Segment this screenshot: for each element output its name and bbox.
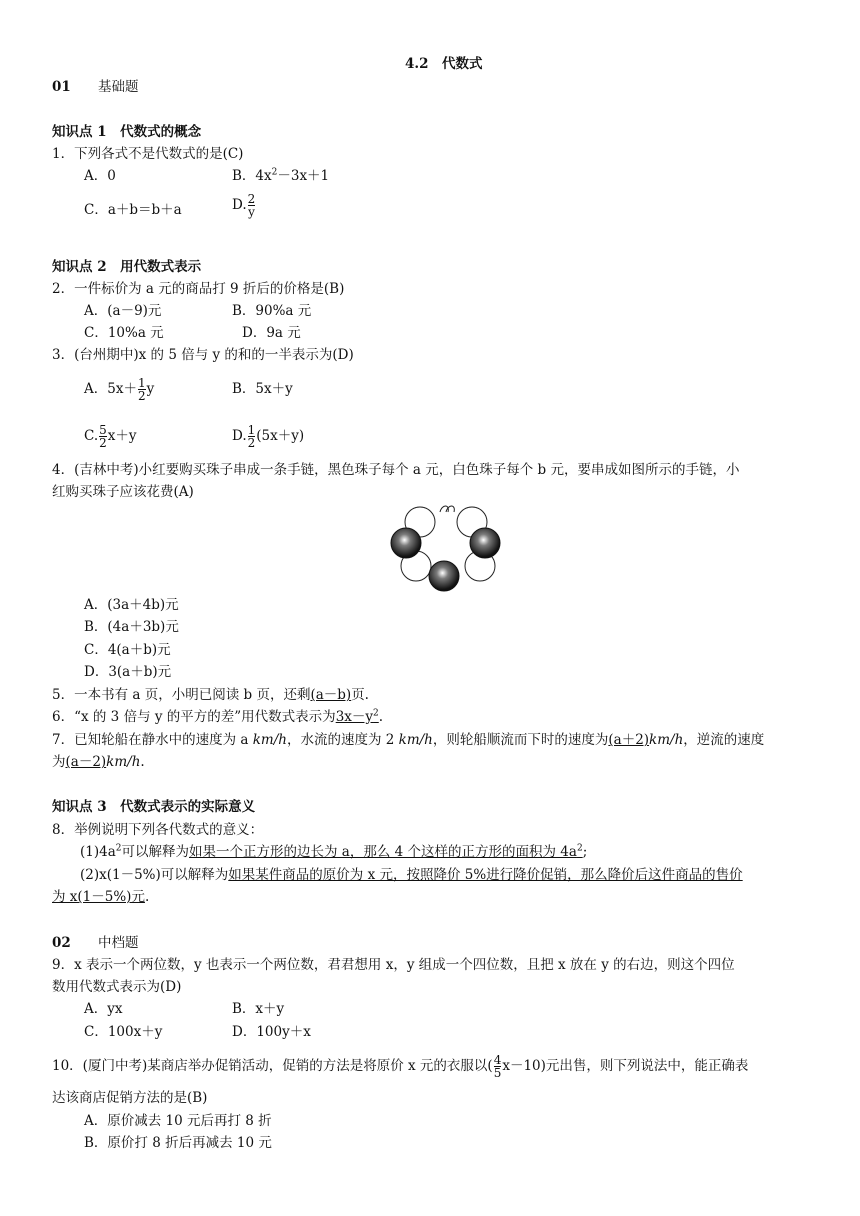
question-7-continued: 为(a－2)km/h. [52,754,145,770]
question-stem: 10．(厦门中考)某商店举办促销活动，促销的方法是将原价 x 元的衣服以( $\frac{4}{5}$ x－10)元出售，则下列说法中，能正确表 [52,1053,749,1080]
answer: 如果某件商品的原价为 x 元，按照降价 5%进行降价促销，那么降价后这件商品的售价 [228,867,743,883]
option-a: A．5x＋ $\frac{1}{2}$ y [84,376,155,403]
option-a: A．yx [84,1001,123,1017]
question-8-part-1: $(1)4a^2$可以解释为如果一个正方形的边长为 a，那么 4 个这样的正方形的面积为 $4a^2$; [80,843,588,860]
answer: (a－2) [65,754,107,770]
option-a: A．(3a＋4b)元 [84,597,179,613]
question-stem-continued: 数用代数式表示为(D) [52,979,182,995]
question-stem: 3．(台州期中)x 的 5 倍与 y 的和的一半表示为(D) [52,347,354,363]
option-b: B．(4a＋3b)元 [84,619,179,635]
question-7: 7．已知轮船在静水中的速度为 a km/h，水流的速度为 2 km/h，则轮船顺流而下时的速度为(a＋2)km/h，逆流的速度 [52,732,765,748]
clasp-loop [440,506,454,512]
option-a: A．(a－9)元 [84,303,162,319]
question-stem: 8．举例说明下列各代数式的意义： [52,822,264,838]
answer: 为 x(1－5%)元 [52,889,145,905]
answer: (a－b) [310,687,352,703]
option-a: A．0 [84,168,116,184]
option-c: C．4(a＋b)元 [84,642,171,658]
question-stem-continued: 达该商店促销方法的是(B) [52,1090,208,1106]
option-d: D．3(a＋b)元 [84,664,172,680]
option-d: D. $\frac{2}{y}$ [232,192,256,219]
fraction: $\frac{1}{2}$ [247,423,256,450]
option-c: C．100x＋y [84,1024,163,1040]
question-stem: 2．一件标价为 a 元的商品打 9 折后的价格是(B) [52,281,345,297]
option-d: D．9a 元 [242,325,301,341]
option-c: C. $\frac{5}{2}$ x＋y [84,423,137,450]
knowledge-point-heading: 知识点 3 代数式表示的实际意义 [52,799,256,815]
option-b: B．$4x^2-3x+1$ [232,167,330,184]
option-c: C．a＋b＝b＋a [84,202,182,218]
fraction: $\frac{2}{y}$ [247,192,256,219]
answer: (a＋2) [608,732,650,748]
question-8-part-2: (2)x(1－5%)可以解释为如果某件商品的原价为 x 元，按照降价 5%进行降价促销，那么降价后这件商品的售价 [80,867,743,883]
question-stem: 4．(吉林中考)小红要购买珠子串成一条手链，黑色珠子每个 a 元，白色珠子每个 b 元，要串成如图所示的手链，小 [52,462,740,478]
black-bead [429,561,459,591]
option-b: B．5x＋y [232,381,293,397]
fraction: $\frac{1}{2}$ [137,376,146,403]
question-stem-continued: 红购买珠子应该花费(A) [52,484,194,500]
option-b: B．x＋y [232,1001,285,1017]
black-bead [391,528,421,558]
question-stem: 1．下列各式不是代数式的是(C) [52,146,244,162]
section-number: 02 [52,935,71,951]
option-a: A．原价减去 10 元后再打 8 折 [84,1113,272,1129]
question-stem: 9．x 表示一个两位数，y 也表示一个两位数，君君想用 x，y 组成一个四位数，且把 x 放在 y 的右边，则这个四位 [52,957,735,973]
black-bead [470,528,500,558]
fraction: $\frac{4}{5}$ [493,1053,502,1080]
knowledge-point-heading: 知识点 1 代数式的概念 [52,124,202,140]
option-b: B．原价打 8 折后再减去 10 元 [84,1135,272,1151]
section-label: 中档题 [98,935,139,951]
option-b: B．90%a 元 [232,303,312,319]
knowledge-point-heading: 知识点 2 用代数式表示 [52,259,202,275]
fraction: $\frac{5}{2}$ [99,423,107,450]
question-5: 5．一本书有 a 页，小明已阅读 b 页，还剩(a－b)页. [52,687,369,703]
question-8-part-2-continued: 为 x(1－5%)元. [52,889,150,905]
section-label: 基础题 [98,79,139,95]
page-title: 4.2 代数式 [405,56,483,72]
option-c: C．10%a 元 [84,325,164,341]
bracelet-figure [388,500,508,592]
answer: $3x-y^2$ [335,708,379,725]
section-number: 01 [52,79,71,95]
answer: 如果一个正方形的边长为 a，那么 4 个这样的正方形的面积为 $4a^2$ [189,843,583,860]
option-d: D. $\frac{1}{2}$ (5x＋y) [232,423,305,450]
option-d: D．100y＋x [232,1024,311,1040]
question-6: 6．“x 的 3 倍与 y 的平方的差”用代数式表示为$3x-y^2$. [52,708,384,725]
